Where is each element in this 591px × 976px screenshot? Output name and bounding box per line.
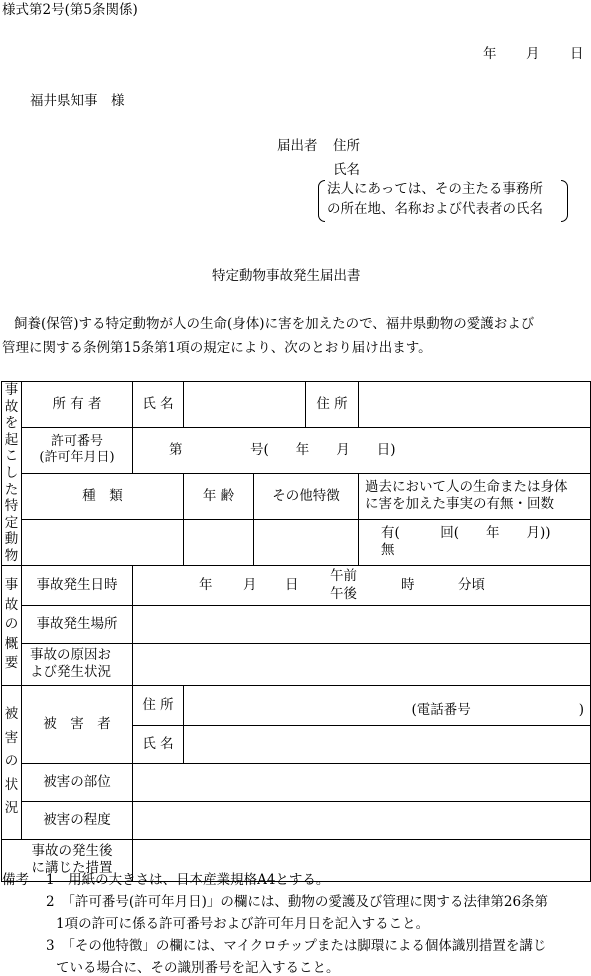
- occurred-place-field[interactable]: [133, 605, 591, 643]
- measures-label: 事故の発生後 に講じた措置: [2, 839, 133, 881]
- section-damage: [2, 685, 22, 839]
- notifier-name-label: 氏名: [333, 162, 360, 178]
- other-features-label: その他特徴: [254, 473, 359, 519]
- past-harm-field[interactable]: 有( 回( 年 月)) 無: [359, 519, 591, 565]
- victim-name-label: 氏 名: [133, 725, 184, 763]
- owner-name-label: 氏 名: [133, 382, 184, 428]
- notifier-label: 届出者: [277, 138, 318, 154]
- section-damage-char: 状: [4, 776, 19, 793]
- addressee: 福井県知事 様: [30, 93, 125, 109]
- notifier-address-label: 住所: [333, 138, 360, 154]
- section-animal-char: た: [4, 481, 19, 498]
- form-number-label: 様式第2号(第5条関係): [2, 2, 138, 18]
- corp-note-bracket-right: [561, 180, 568, 222]
- section-animal-char: 事: [4, 382, 19, 398]
- accident-report-table: [1, 381, 591, 882]
- victim-label: 被 害 者: [22, 685, 133, 763]
- section-overview-char: 故: [4, 596, 19, 613]
- permit-number-field[interactable]: 第 号( 年 月 日): [133, 427, 591, 473]
- section-animal-char: こ: [4, 448, 19, 465]
- species-label: 種 類: [22, 473, 184, 519]
- section-overview: [2, 565, 22, 685]
- occurred-datetime-field[interactable]: 年 月 日 午前 午後 時 分頃: [133, 565, 591, 605]
- cause-label: 事故の原因お よび発生状況: [22, 643, 133, 685]
- age-field[interactable]: [184, 519, 254, 565]
- phone-label: (電話番号 ): [411, 701, 584, 718]
- date-year-label: 年: [483, 46, 497, 62]
- occurred-place-label: 事故発生場所: [22, 605, 133, 643]
- other-features-field[interactable]: [254, 519, 359, 565]
- species-field[interactable]: [22, 519, 184, 565]
- note-2-line2: 1項の許可に係る許可番号および許可年月日を記入すること。: [56, 916, 430, 932]
- note-3-line2: ている場合に、その識別番号を記入すること。: [56, 960, 340, 976]
- section-animal-char: を: [4, 415, 19, 432]
- section-overview-char: 概: [4, 635, 19, 652]
- owner-label: 所 有 者: [22, 382, 133, 428]
- section-animal-char: 物: [4, 547, 19, 564]
- section-animal-char: 故: [4, 398, 19, 415]
- permit-number-label: 許可番号 (許可年月日): [22, 427, 133, 473]
- note-2-line1: 2 「許可番号(許可年月日)」の欄には、動物の愛護及び管理に関する法律第26条第: [46, 894, 549, 910]
- document-title: 特定動物事故発生届出書: [212, 268, 361, 284]
- injury-degree-field[interactable]: [133, 801, 591, 839]
- owner-name-field[interactable]: [184, 382, 306, 428]
- cause-field[interactable]: [133, 643, 591, 685]
- injury-degree-label: 被害の程度: [22, 801, 133, 839]
- section-damage-char: 況: [4, 800, 19, 817]
- past-harm-label: 過去において人の生命または身体 に害を加えた事実の有無・回数: [359, 473, 591, 519]
- section-damage-char: 被: [4, 705, 19, 722]
- corp-note-line1: 法人にあっては、その主たる事務所: [327, 181, 543, 197]
- section-damage-char: の: [4, 753, 19, 770]
- section-overview-char: の: [4, 616, 19, 633]
- age-label: 年 齢: [184, 473, 254, 519]
- victim-address-label: 住 所: [133, 685, 184, 725]
- section-animal-char: し: [4, 464, 19, 481]
- corp-note-bracket-left: [318, 180, 325, 222]
- section-animal-char: 特: [4, 498, 19, 515]
- intro-line1: 飼養(保管)する特定動物が人の生命(身体)に害を加えたので、福井県動物の愛護および: [14, 316, 535, 332]
- intro-line2: 管理に関する条例第15条第1項の規定により、次のとおり届け出ます。: [2, 340, 432, 356]
- date-month-label: 月: [526, 46, 540, 62]
- section-animal-char: 動: [4, 531, 19, 548]
- notes-label: 備考: [2, 872, 29, 888]
- section-overview-char: 事: [4, 577, 19, 594]
- note-1: 1 用紙の大きさは、日本産業規格A4とする。: [46, 872, 330, 888]
- victim-address-field[interactable]: [184, 685, 591, 725]
- occurred-datetime-label: 事故発生日時: [22, 565, 133, 605]
- injury-site-field[interactable]: [133, 763, 591, 801]
- section-overview-char: 要: [4, 655, 19, 672]
- section-animal-char: 定: [4, 514, 19, 531]
- owner-address-label: 住 所: [306, 382, 359, 428]
- section-damage-char: 害: [4, 729, 19, 746]
- section-animal: [2, 382, 22, 566]
- section-animal-char: 起: [4, 431, 19, 448]
- date-day-label: 日: [570, 46, 584, 62]
- corp-note-line2: の所在地、名称および代表者の氏名: [327, 201, 543, 217]
- victim-name-field[interactable]: [184, 725, 591, 763]
- note-3-line1: 3 「その他特徴」の欄には、マイクロチップまたは脚環による個体識別措置を講じ: [46, 938, 547, 954]
- injury-site-label: 被害の部位: [22, 763, 133, 801]
- owner-address-field[interactable]: [359, 382, 591, 428]
